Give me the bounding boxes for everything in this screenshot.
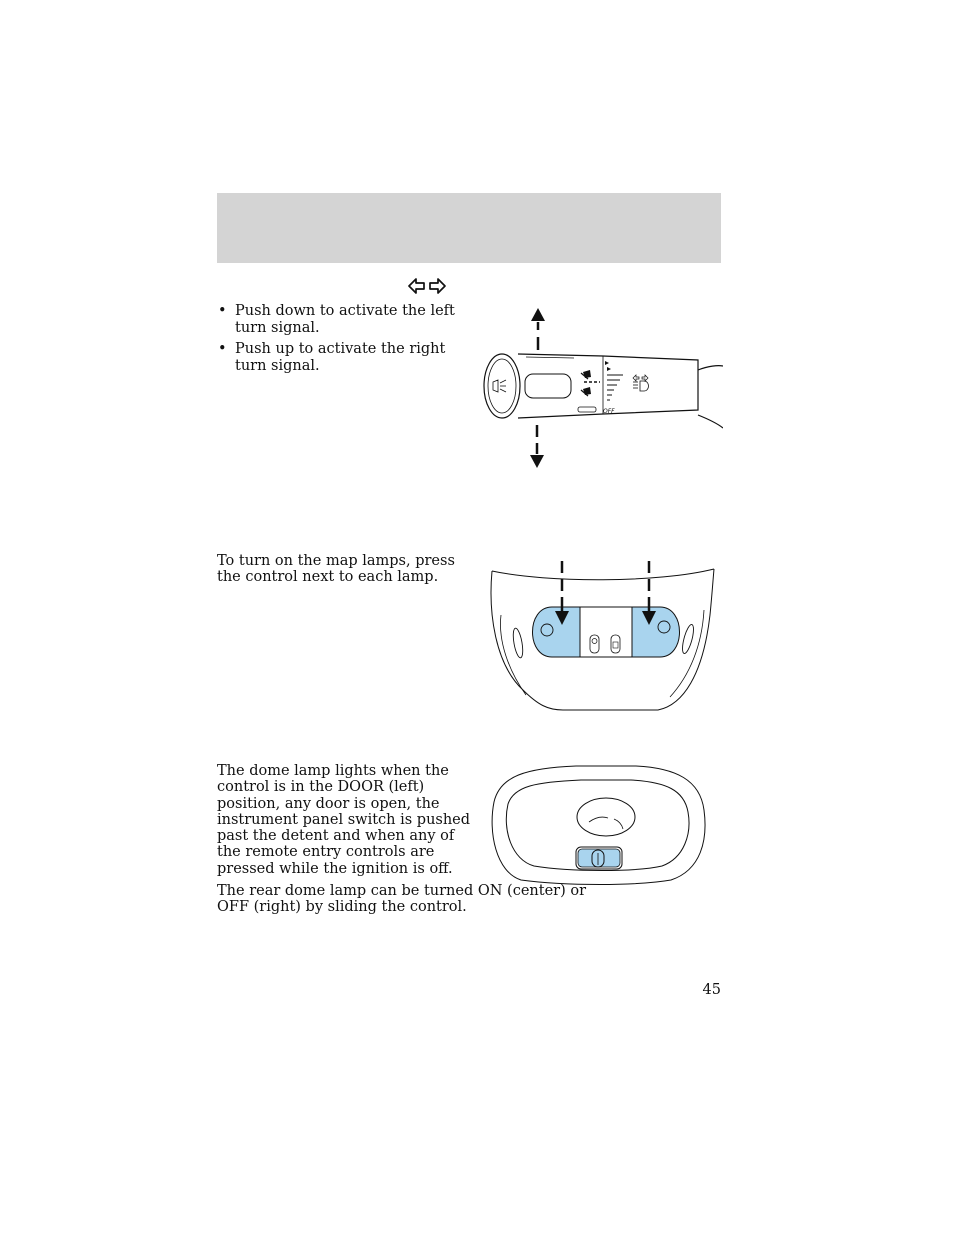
turn-signal-arrows-icon <box>408 276 448 296</box>
bullet-text: Push down to activate the left turn signal. <box>235 303 455 336</box>
page-number: 45 <box>702 982 721 998</box>
map-lamps-console-illustration <box>488 555 718 715</box>
turn-signal-stalk-illustration <box>478 300 723 475</box>
rear-dome-lamp-text: The rear dome lamp can be turned ON (center) or OFF (right) by sliding the control. <box>217 883 587 916</box>
down-arrow <box>530 425 544 468</box>
map-lamps-text: To turn on the map lamps, press the control next to each lamp. <box>217 553 455 586</box>
turn-signal-instructions <box>218 303 468 379</box>
bullet-left-turn <box>218 303 468 336</box>
dome-lamp-illustration <box>486 762 711 890</box>
bullet-glyph: • <box>218 303 227 319</box>
header-band <box>217 193 721 263</box>
stalk-off-label: OFF <box>603 408 615 415</box>
right-map-lamp-control <box>632 607 680 657</box>
bullet-text: Push up to activate the right turn signal. <box>235 341 446 374</box>
bullet-glyph: • <box>218 341 227 357</box>
bullet-right-turn <box>218 341 468 374</box>
up-arrow <box>531 308 545 350</box>
dome-lamp-text: The dome lamp lights when the control is in the DOOR (left) position, any door is open, the instrument panel switch is pushed past the detent and when any of the remote entry controls are pressed while the ignition is off. <box>217 763 471 877</box>
left-map-lamp-control <box>533 607 581 657</box>
